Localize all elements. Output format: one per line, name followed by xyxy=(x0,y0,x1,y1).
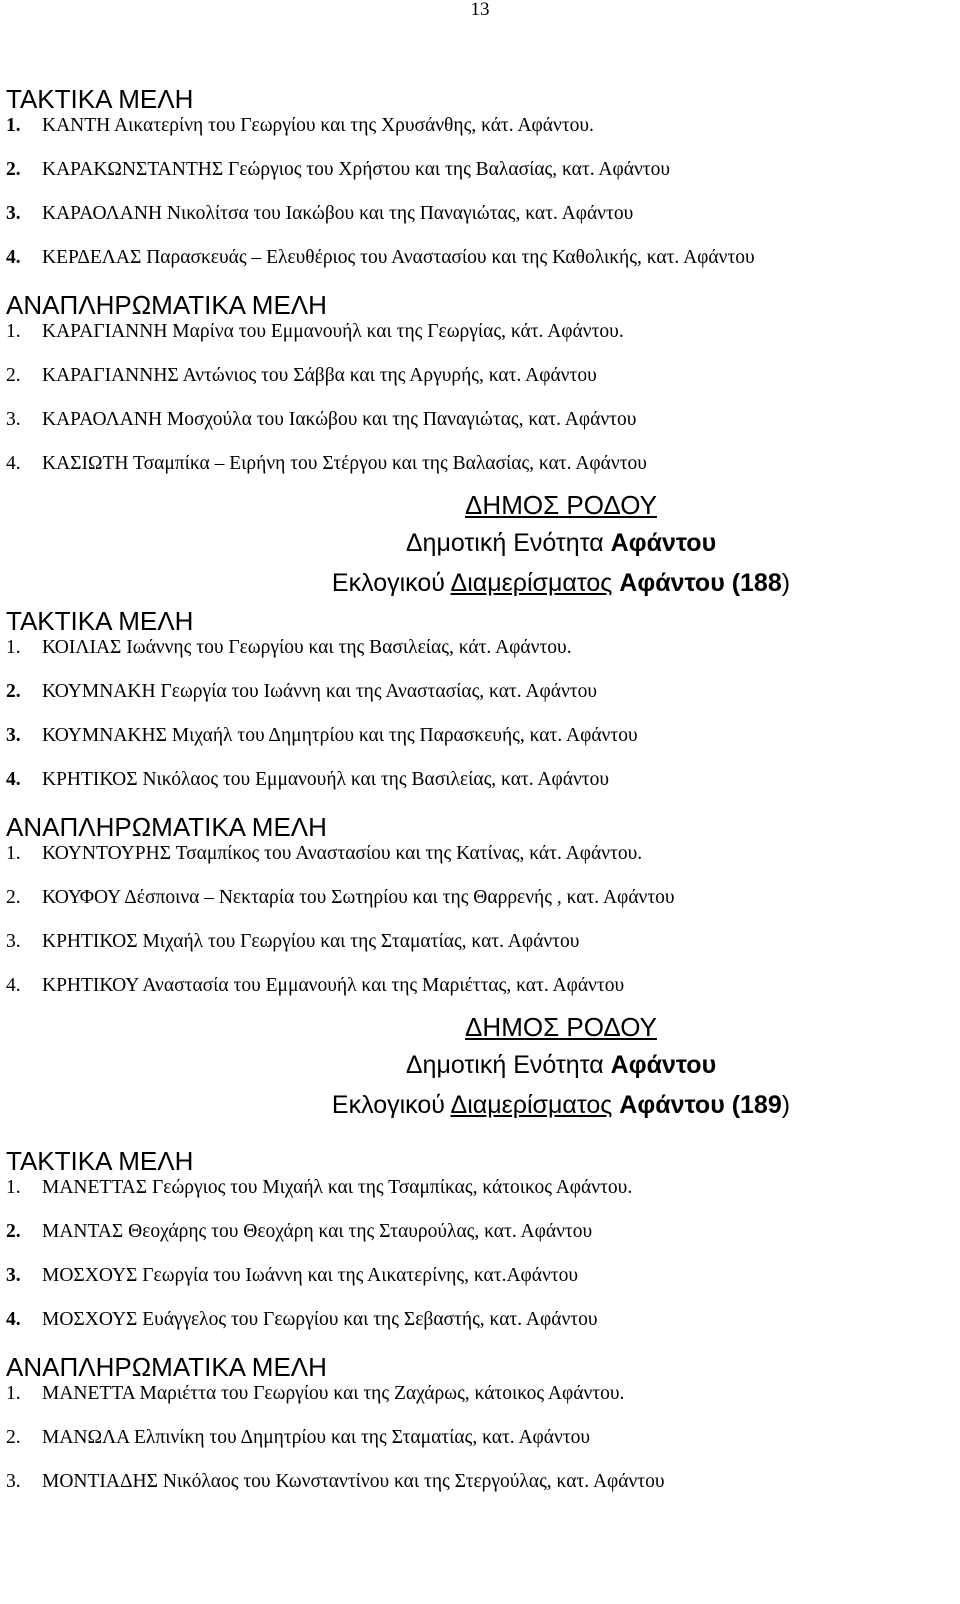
list-item: 1. ΚΟΙΛΙΑΣ Ιωάννης του Γεωργίου και της Βασιλείας, κάτ. Αφάντου. xyxy=(6,637,572,658)
municipal-unit: Δημοτική Ενότητα Αφάντου xyxy=(405,529,717,557)
list-item: 4. ΚΑΣΙΩΤΗ Τσαμπίκα – Ειρήνη του Στέργου και της Βαλασίας, κατ. Αφάντου xyxy=(6,453,647,474)
municipality-title: ΔΗΜΟΣ ΡΟΔΟΥ xyxy=(465,490,657,520)
district-header xyxy=(6,1012,946,1146)
municipality-title: ΔΗΜΟΣ ΡΟΔΟΥ xyxy=(465,1012,657,1042)
list-item: 2. ΜΑΝΤΑΣ Θεοχάρης του Θεοχάρη και της Σταυρούλας, κατ. Αφάντου xyxy=(6,1221,593,1242)
page-number: 13 xyxy=(470,0,490,20)
electoral-division: Εκλογικού Διαμερίσματος Αφάντου (188) xyxy=(331,569,791,597)
regular-members-title: ΤΑΚΤΙΚΑ ΜΕΛΗ xyxy=(6,84,194,114)
list-item: 1. ΚΟΥΝΤΟΥΡΗΣ Τσαμπίκος του Αναστασίου και της Κατίνας, κάτ. Αφάντου. xyxy=(6,843,643,864)
list-item: 4. ΚΡΗΤΙΚΟΥ Αναστασία του Εμμανουήλ και της Μαριέττας, κατ. Αφάντου xyxy=(6,975,625,996)
list-item: 3. ΜΟΣΧΟΥΣ Γεωργία του Ιωάννη και της Αικατερίνης, κατ.Αφάντου xyxy=(6,1265,579,1286)
list-item: 4. ΜΟΣΧΟΥΣ Ευάγγελος του Γεωργίου και της Σεβαστής, κατ. Αφάντου xyxy=(6,1309,598,1330)
district-header xyxy=(6,490,946,606)
list-item: 2. ΚΟΥΦΟΥ Δέσποινα – Νεκταρία του Σωτηρίου και της Θαρρενής , κατ. Αφάντου xyxy=(6,887,675,908)
municipal-unit: Δημοτική Ενότητα Αφάντου xyxy=(405,1051,717,1079)
list-item: 3. ΚΑΡΑΟΛΑΝΗ Νικολίτσα του Ιακώβου και της Παναγιώτας, κατ. Αφάντου xyxy=(6,203,634,224)
list-item: 2. ΚΑΡΑΚΩΝΣΤΑΝΤΗΣ Γεώργιος του Χρήστου και της Βαλασίας, κατ. Αφάντου xyxy=(6,159,671,180)
list-item: 2. ΚΑΡΑΓΙΑΝΝΗΣ Αντώνιος του Σάββα και της Αργυρής, κατ. Αφάντου xyxy=(6,365,597,386)
list-item: 2. ΚΟΥΜΝΑΚΗ Γεωργία του Ιωάννη και της Αναστασίας, κατ. Αφάντου xyxy=(6,681,598,702)
list-item: 3. ΚΟΥΜΝΑΚΗΣ Μιχαήλ του Δημητρίου και της Παρασκευής, κατ. Αφάντου xyxy=(6,725,638,746)
list-item: 4. ΚΡΗΤΙΚΟΣ Νικόλαος του Εμμανουήλ και της Βασιλείας, κατ. Αφάντου xyxy=(6,769,610,790)
electoral-division: Εκλογικού Διαμερίσματος Αφάντου (189) xyxy=(331,1091,791,1119)
list-item: 4. ΚΕΡΔΕΛΑΣ Παρασκευάς – Ελευθέριος του Αναστασίου και της Καθολικής, κατ. Αφάντου xyxy=(6,247,755,268)
list-item: 2. ΜΑΝΩΛΑ Ελπινίκη του Δημητρίου και της Σταματίας, κατ. Αφάντου xyxy=(6,1427,591,1448)
document-body xyxy=(6,84,946,1494)
list-item: 1. ΚΑΝΤΗ Αικατερίνη του Γεωργίου και της Χρυσάνθης, κάτ. Αφάντου. xyxy=(6,115,594,136)
list-item: 3. ΚΑΡΑΟΛΑΝΗ Μοσχούλα του Ιακώβου και της Παναγιώτας, κατ. Αφάντου xyxy=(6,409,637,430)
substitute-members-title: ΑΝΑΠΛΗΡΩΜΑΤΙΚΑ ΜΕΛΗ xyxy=(6,290,327,320)
regular-members-title: ΤΑΚΤΙΚΑ ΜΕΛΗ xyxy=(6,606,194,636)
substitute-members-title: ΑΝΑΠΛΗΡΩΜΑΤΙΚΑ ΜΕΛΗ xyxy=(6,812,327,842)
list-item: 1. ΚΑΡΑΓΙΑΝΝΗ Μαρίνα του Εμμανουήλ και της Γεωργίας, κάτ. Αφάντου. xyxy=(6,321,624,342)
list-item: 1. ΜΑΝΕΤΤΑΣ Γεώργιος του Μιχαήλ και της Τσαμπίκας, κάτοικος Αφάντου. xyxy=(6,1177,633,1198)
regular-members-title: ΤΑΚΤΙΚΑ ΜΕΛΗ xyxy=(6,1146,194,1176)
list-item: 3. ΜΟΝΤΙΑΔΗΣ Νικόλαος του Κωνσταντίνου και της Στεργούλας, κατ. Αφάντου xyxy=(6,1471,665,1492)
list-item: 1. ΜΑΝΕΤΤΑ Μαριέττα του Γεωργίου και της Ζαχάρως, κάτοικος Αφάντου. xyxy=(6,1383,625,1404)
list-item: 3. ΚΡΗΤΙΚΟΣ Μιχαήλ του Γεωργίου και της Σταματίας, κατ. Αφάντου xyxy=(6,931,580,952)
substitute-members-title: ΑΝΑΠΛΗΡΩΜΑΤΙΚΑ ΜΕΛΗ xyxy=(6,1352,327,1382)
